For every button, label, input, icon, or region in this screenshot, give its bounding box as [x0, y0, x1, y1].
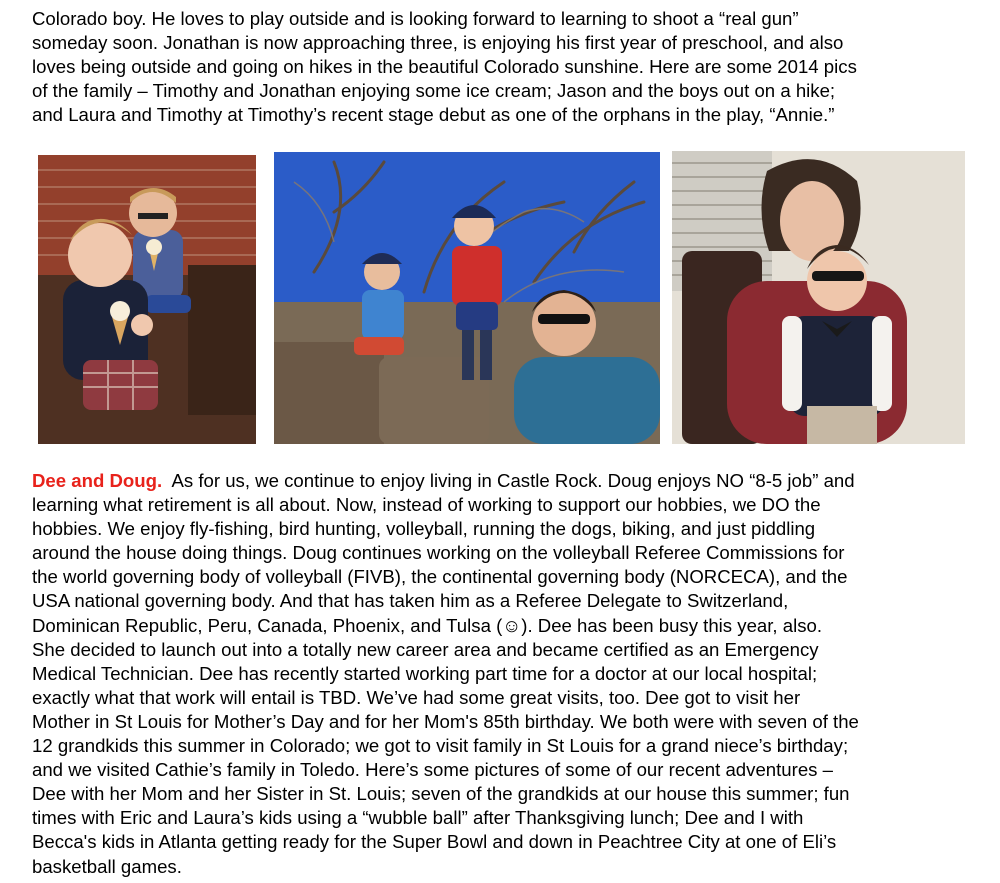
dee-doug-paragraph: [32, 469, 972, 879]
text-line: Mother in St Louis for Mother’s Day and for her Mom's 85th birthday. We both were with seven of the: [32, 710, 859, 732]
photo-illustration: [274, 152, 660, 444]
photo-laura-timothy: [672, 151, 965, 444]
text-line: She decided to launch out into a totally new career area and became certified as an Emergency: [32, 638, 819, 660]
photo-illustration: [672, 151, 965, 444]
text-line: basketball games.: [32, 855, 182, 877]
text-line: someday soon. Jonathan is now approaching three, is enjoying his first year of preschool, and also: [32, 32, 844, 54]
text-line: the world governing body of volleyball (FIVB), the continental governing body (NORCECA), and the: [32, 566, 848, 588]
text-line: and we visited Cathie’s family in Toledo. Here’s some pictures of some of our recent adventures –: [32, 759, 833, 781]
text-line: around the house doing things. Doug continues working on the volleyball Referee Commissions for: [32, 542, 845, 564]
text-line: Becca's kids in Atlanta getting ready for the Super Bowl and down in Peachtree City at one of Eli’s: [32, 831, 837, 853]
text-line: Dominican Republic, Peru, Canada, Phoenix, and Tulsa (☺). Dee has been busy this year, also.: [32, 614, 823, 636]
text-line: exactly what that work will entail is TBD. We’ve had some great visits, too. Dee got to visit her: [32, 686, 801, 708]
section-first-line: As for us, we continue to enjoy living in Castle Rock. Doug enjoys NO “8-5 job” and: [162, 470, 855, 491]
text-line: 12 grandkids this summer in Colorado; we got to visit family in St Louis for a grand niece’s birthday;: [32, 735, 849, 757]
text-line: Colorado boy. He loves to play outside and is looking forward to learning to shoot a “real gun”: [32, 8, 799, 29]
text-line: USA national governing body. And that has taken him as a Referee Delegate to Switzerland,: [32, 590, 789, 612]
text-line: loves being outside and going on hikes in the beautiful Colorado sunshine. Here are some 2014 pics: [32, 56, 857, 78]
text-line: Medical Technician. Dee has recently started working part time for a doctor at our local hospital;: [32, 662, 818, 684]
photo-illustration: [38, 155, 256, 444]
text-line: Dee with her Mom and her Sister in St. Louis; seven of the grandkids at our house this summer; fun: [32, 783, 850, 805]
text-line: hobbies. We enjoy fly-fishing, bird hunting, volleyball, running the dogs, biking, and just piddling: [32, 518, 816, 540]
photo-boys-ice-cream: [38, 155, 256, 444]
photo-hike: [274, 152, 660, 444]
text-line: and Laura and Timothy at Timothy’s recent stage debut as one of the orphans in the play, “Annie.”: [32, 104, 835, 126]
intro-paragraph: [32, 7, 972, 127]
text-line: of the family – Timothy and Jonathan enjoying some ice cream; Jason and the boys out on a hike;: [32, 80, 836, 102]
text-line: times with Eric and Laura’s kids using a “wubble ball” after Thanksgiving lunch; Dee and I with: [32, 807, 804, 829]
section-heading: Dee and Doug.: [32, 470, 163, 491]
text-line: [32, 469, 972, 493]
text-line: learning what retirement is all about. Now, instead of working to support our hobbies, we DO the: [32, 494, 821, 516]
